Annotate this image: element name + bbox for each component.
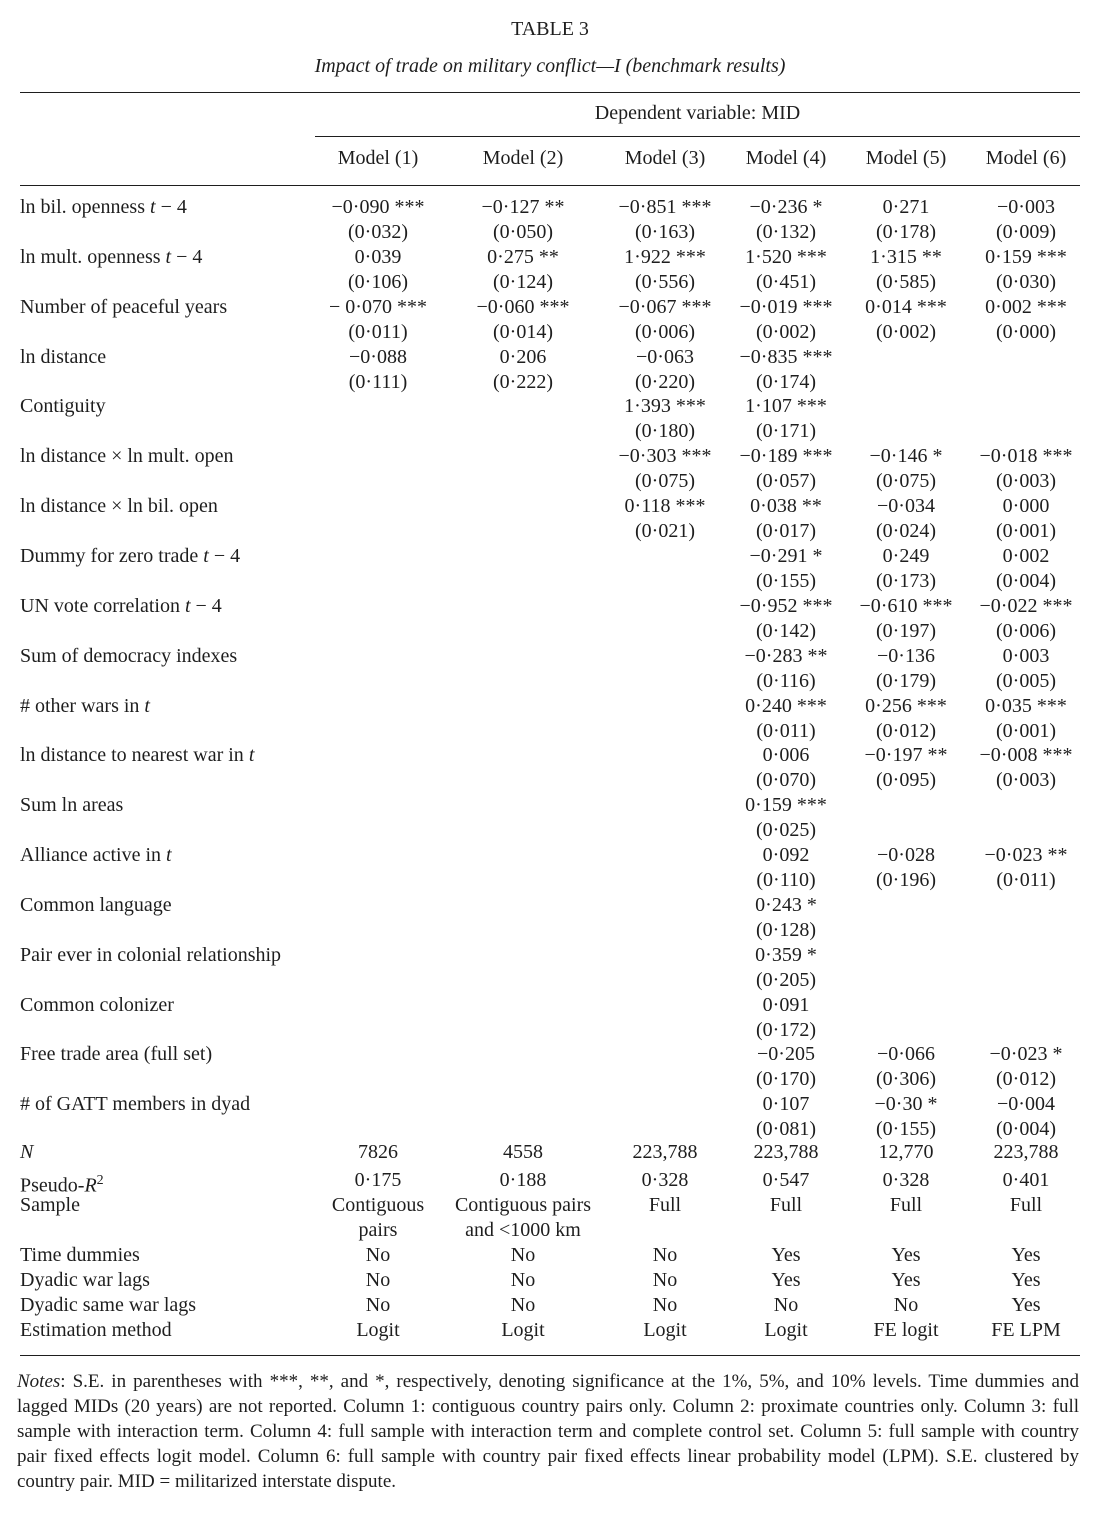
standard-error-cell: (0·170) — [756, 1068, 816, 1090]
column-header-model-4: Model (4) — [745, 147, 827, 169]
standard-error-cell: (0·002) — [756, 321, 816, 343]
coefficient-cell: 0·256 *** — [865, 695, 947, 717]
stat-cell: Contiguous pairs — [331, 1194, 425, 1241]
stat-cell: 0·328 — [641, 1169, 689, 1191]
stat-cell: No — [365, 1244, 391, 1266]
stat-cell: Yes — [1011, 1269, 1041, 1291]
row-label: ln distance × ln mult. open — [20, 445, 234, 467]
coefficient-cell: −0·060 *** — [476, 296, 570, 318]
coefficient-cell: −0·022 *** — [979, 595, 1073, 617]
row-label: UN vote correlation t − 4 — [20, 595, 222, 617]
stat-row-label: N — [20, 1141, 34, 1163]
coefficient-cell: 1·922 *** — [624, 246, 706, 268]
standard-error-cell: (0·222) — [493, 371, 553, 393]
stat-cell: Logit — [764, 1319, 808, 1341]
stat-cell: No — [510, 1244, 536, 1266]
standard-error-cell: (0·451) — [756, 271, 816, 293]
column-header-model-1: Model (1) — [337, 147, 419, 169]
standard-error-cell: (0·155) — [876, 1118, 936, 1140]
row-label: ln distance × ln bil. open — [20, 495, 218, 517]
coefficient-cell: −0·023 * — [989, 1043, 1063, 1065]
stat-cell: Contiguous pairs and <1000 km — [454, 1194, 592, 1241]
standard-error-cell: (0·128) — [756, 919, 816, 941]
coefficient-cell: 0·003 — [1002, 645, 1050, 667]
standard-error-cell: (0·003) — [996, 769, 1056, 791]
standard-error-cell: (0·556) — [635, 271, 695, 293]
coefficient-cell: −0·018 *** — [979, 445, 1073, 467]
standard-error-cell: (0·057) — [756, 470, 816, 492]
stat-cell: No — [365, 1269, 391, 1291]
coefficient-cell: 0·039 — [354, 246, 402, 268]
row-label: Number of peaceful years — [20, 296, 228, 318]
stat-cell: No — [510, 1269, 536, 1291]
standard-error-cell: (0·197) — [876, 620, 936, 642]
standard-error-cell: (0·050) — [493, 221, 553, 243]
coefficient-cell: 0·271 — [882, 196, 930, 218]
dependent-variable-rule — [315, 136, 1080, 137]
standard-error-cell: (0·011) — [996, 869, 1056, 891]
notes-label: Notes — [17, 1371, 61, 1392]
stat-cell: 12,770 — [878, 1141, 934, 1163]
stat-cell: Yes — [1011, 1244, 1041, 1266]
column-header-model-2: Model (2) — [482, 147, 564, 169]
standard-error-cell: (0·205) — [756, 969, 816, 991]
coefficient-cell: 0·206 — [499, 346, 547, 368]
coefficient-cell: 0·249 — [882, 545, 930, 567]
coefficient-cell: −0·066 — [877, 1043, 935, 1065]
stat-row-label: Sample — [20, 1194, 80, 1216]
coefficient-cell: −0·30 * — [874, 1093, 938, 1115]
coefficient-cell: 0·038 ** — [750, 495, 822, 517]
stat-cell: 7826 — [358, 1141, 398, 1163]
stat-cell: FE logit — [873, 1319, 939, 1341]
row-label: ln distance to nearest war in t — [20, 744, 255, 766]
dependent-variable-header: Dependent variable: MID — [594, 102, 801, 124]
standard-error-cell: (0·172) — [756, 1019, 816, 1041]
standard-error-cell: (0·132) — [756, 221, 816, 243]
stat-cell: 0·328 — [882, 1169, 930, 1191]
stat-row-label: Dyadic war lags — [20, 1269, 150, 1291]
stat-cell: 0·175 — [354, 1169, 402, 1191]
bottom-rule — [20, 1355, 1080, 1356]
standard-error-cell: (0·075) — [635, 470, 695, 492]
coefficient-cell: −0·090 *** — [331, 196, 425, 218]
coefficient-cell: −0·236 * — [749, 196, 823, 218]
row-label: Sum ln areas — [20, 794, 124, 816]
stat-cell: No — [652, 1294, 678, 1316]
coefficient-cell: −0·008 *** — [979, 744, 1073, 766]
coefficient-cell: −0·952 *** — [739, 595, 833, 617]
row-label: Alliance active in t — [20, 844, 172, 866]
coefficient-cell: −0·019 *** — [739, 296, 833, 318]
notes-text: : S.E. in parentheses with ***, **, and *, respectively, denoting significance at the 1%, 5%, and 10% levels. Time dummies and lagged MIDs (20 years) are not reported. Column 1: contiguous country pairs only. Column 2: proximate countries only. Column 3: full sample with interaction term. Column 4: full sample with interaction term and complete control set. Column 5: full sample with country pair fixed effects logit model. Column 6: full sample with country pair fixed effects linear probability model (LPM). S.E. clustered by country pair. MID = militarized interstate dispute. — [17, 1371, 1079, 1492]
coefficient-cell: 0·092 — [762, 844, 810, 866]
stat-cell: Full — [769, 1194, 803, 1216]
coefficient-cell: −0·610 *** — [859, 595, 953, 617]
coefficient-cell: −0·067 *** — [618, 296, 712, 318]
stat-cell: No — [652, 1244, 678, 1266]
standard-error-cell: (0·004) — [996, 1118, 1056, 1140]
coefficient-cell: −0·088 — [349, 346, 407, 368]
coefficient-cell: −0·063 — [636, 346, 694, 368]
stat-cell: Logit — [356, 1319, 400, 1341]
coefficient-cell: −0·028 — [877, 844, 935, 866]
standard-error-cell: (0·163) — [635, 221, 695, 243]
standard-error-cell: (0·002) — [876, 321, 936, 343]
top-rule — [20, 92, 1080, 93]
standard-error-cell: (0·173) — [876, 570, 936, 592]
coefficient-cell: 0·159 *** — [985, 246, 1067, 268]
standard-error-cell: (0·004) — [996, 570, 1056, 592]
table-notes — [17, 1369, 1079, 1494]
standard-error-cell: (0·196) — [876, 869, 936, 891]
standard-error-cell: (0·075) — [876, 470, 936, 492]
standard-error-cell: (0·116) — [756, 670, 816, 692]
standard-error-cell: (0·110) — [756, 869, 816, 891]
standard-error-cell: (0·001) — [996, 720, 1056, 742]
standard-error-cell: (0·220) — [635, 371, 695, 393]
column-header-model-5: Model (5) — [865, 147, 947, 169]
coefficient-cell: 1·520 *** — [745, 246, 827, 268]
stat-cell: No — [652, 1269, 678, 1291]
coefficient-cell: 0·240 *** — [745, 695, 827, 717]
row-label: ln bil. openness t − 4 — [20, 196, 187, 218]
coefficient-cell: −0·003 — [997, 196, 1055, 218]
standard-error-cell: (0·025) — [756, 819, 816, 841]
standard-error-cell: (0·030) — [996, 271, 1056, 293]
coefficient-cell: −0·023 ** — [984, 844, 1068, 866]
coefficient-cell: 1·107 *** — [745, 395, 827, 417]
coefficient-cell: 1·393 *** — [624, 395, 706, 417]
stat-cell: 0·547 — [762, 1169, 810, 1191]
coefficient-cell: −0·291 * — [749, 545, 823, 567]
stat-row-label: Time dummies — [20, 1244, 140, 1266]
stat-cell: Yes — [891, 1244, 921, 1266]
standard-error-cell: (0·024) — [876, 520, 936, 542]
standard-error-cell: (0·180) — [635, 420, 695, 442]
stat-cell: 223,788 — [993, 1141, 1059, 1163]
row-label: # other wars in t — [20, 695, 150, 717]
stat-cell: Logit — [501, 1319, 545, 1341]
standard-error-cell: (0·106) — [348, 271, 408, 293]
coefficient-cell: 0·006 — [762, 744, 810, 766]
standard-error-cell: (0·111) — [348, 371, 408, 393]
coefficient-cell: 0·275 ** — [487, 246, 559, 268]
standard-error-cell: (0·081) — [756, 1118, 816, 1140]
stat-cell: Yes — [891, 1269, 921, 1291]
coefficient-cell: −0·136 — [877, 645, 935, 667]
standard-error-cell: (0·006) — [996, 620, 1056, 642]
coefficient-cell: 1·315 ** — [870, 246, 942, 268]
row-label: Contiguity — [20, 395, 106, 417]
stat-cell: Logit — [643, 1319, 687, 1341]
standard-error-cell: (0·155) — [756, 570, 816, 592]
standard-error-cell: (0·017) — [756, 520, 816, 542]
stat-cell: Full — [1009, 1194, 1043, 1216]
standard-error-cell: (0·011) — [756, 720, 816, 742]
coefficient-cell: 0·107 — [762, 1093, 810, 1115]
table-number: TABLE 3 — [511, 18, 589, 40]
standard-error-cell: (0·070) — [756, 769, 816, 791]
stat-cell: 223,788 — [632, 1141, 698, 1163]
standard-error-cell: (0·021) — [635, 520, 695, 542]
standard-error-cell: (0·012) — [996, 1068, 1056, 1090]
stat-cell: Yes — [771, 1244, 801, 1266]
row-label: Common language — [20, 894, 172, 916]
coefficient-cell: 0·091 — [762, 994, 810, 1016]
standard-error-cell: (0·006) — [635, 321, 695, 343]
stat-cell: 223,788 — [753, 1141, 819, 1163]
coefficient-cell: −0·127 ** — [481, 196, 565, 218]
standard-error-cell: (0·174) — [756, 371, 816, 393]
stat-cell: No — [773, 1294, 799, 1316]
standard-error-cell: (0·032) — [348, 221, 408, 243]
stat-cell: Full — [889, 1194, 923, 1216]
stat-cell: Full — [648, 1194, 682, 1216]
coefficient-cell: 0·118 *** — [624, 495, 706, 517]
coefficient-cell: −0·835 *** — [739, 346, 833, 368]
standard-error-cell: (0·000) — [996, 321, 1056, 343]
stat-row-label: Pseudo-$R^2$ — [20, 1173, 104, 1197]
coefficient-cell: −0·205 — [757, 1043, 815, 1065]
row-label: Dummy for zero trade t − 4 — [20, 545, 241, 567]
standard-error-cell: (0·095) — [876, 769, 936, 791]
row-label: Pair ever in colonial relationship — [20, 944, 282, 966]
coefficient-cell: −0·189 *** — [739, 445, 833, 467]
standard-error-cell: (0·178) — [876, 221, 936, 243]
stat-cell: 0·188 — [499, 1169, 547, 1191]
table-caption: Impact of trade on military conflict—I (benchmark results) — [314, 55, 786, 77]
coefficient-cell: −0·851 *** — [618, 196, 712, 218]
stat-cell: Yes — [1011, 1294, 1041, 1316]
coefficient-cell: 0·002 *** — [985, 296, 1067, 318]
coefficient-cell: −0·146 * — [869, 445, 943, 467]
standard-error-cell: (0·011) — [348, 321, 408, 343]
standard-error-cell: (0·306) — [876, 1068, 936, 1090]
standard-error-cell: (0·171) — [756, 420, 816, 442]
standard-error-cell: (0·005) — [996, 670, 1056, 692]
stat-cell: No — [893, 1294, 919, 1316]
coefficient-cell: −0·197 ** — [864, 744, 948, 766]
stat-row-label: Dyadic same war lags — [20, 1294, 197, 1316]
row-label: Free trade area (full set) — [20, 1043, 213, 1065]
coefficient-cell: 0·000 — [1002, 495, 1050, 517]
stat-cell: No — [510, 1294, 536, 1316]
standard-error-cell: (0·009) — [996, 221, 1056, 243]
coefficient-cell: −0·283 ** — [744, 645, 828, 667]
row-label: ln mult. openness t − 4 — [20, 246, 203, 268]
stat-cell: FE LPM — [991, 1319, 1061, 1341]
row-label: # of GATT members in dyad — [20, 1093, 251, 1115]
row-label: Sum of democracy indexes — [20, 645, 238, 667]
coefficient-cell: 0·159 *** — [745, 794, 827, 816]
coefficient-cell: −0·004 — [997, 1093, 1055, 1115]
standard-error-cell: (0·001) — [996, 520, 1056, 542]
stat-cell: No — [365, 1294, 391, 1316]
row-label: Common colonizer — [20, 994, 174, 1016]
column-header-model-6: Model (6) — [985, 147, 1067, 169]
coefficient-cell: 0·243 * — [755, 894, 817, 916]
stat-cell: 0·401 — [1002, 1169, 1050, 1191]
coefficient-cell: −0·034 — [877, 495, 935, 517]
row-label: ln distance — [20, 346, 107, 368]
stat-cell: 4558 — [503, 1141, 543, 1163]
header-rule — [20, 185, 1080, 186]
stat-cell: Yes — [771, 1269, 801, 1291]
standard-error-cell: (0·124) — [493, 271, 553, 293]
standard-error-cell: (0·142) — [756, 620, 816, 642]
coefficient-cell: 0·359 * — [755, 944, 817, 966]
standard-error-cell: (0·179) — [876, 670, 936, 692]
stat-row-label: Estimation method — [20, 1319, 172, 1341]
coefficient-cell: − 0·070 *** — [329, 296, 427, 318]
standard-error-cell: (0·014) — [493, 321, 553, 343]
coefficient-cell: 0·002 — [1002, 545, 1050, 567]
standard-error-cell: (0·012) — [876, 720, 936, 742]
coefficient-cell: 0·035 *** — [985, 695, 1067, 717]
column-header-model-3: Model (3) — [624, 147, 706, 169]
standard-error-cell: (0·585) — [876, 271, 936, 293]
standard-error-cell: (0·003) — [996, 470, 1056, 492]
coefficient-cell: 0·014 *** — [865, 296, 947, 318]
coefficient-cell: −0·303 *** — [618, 445, 712, 467]
